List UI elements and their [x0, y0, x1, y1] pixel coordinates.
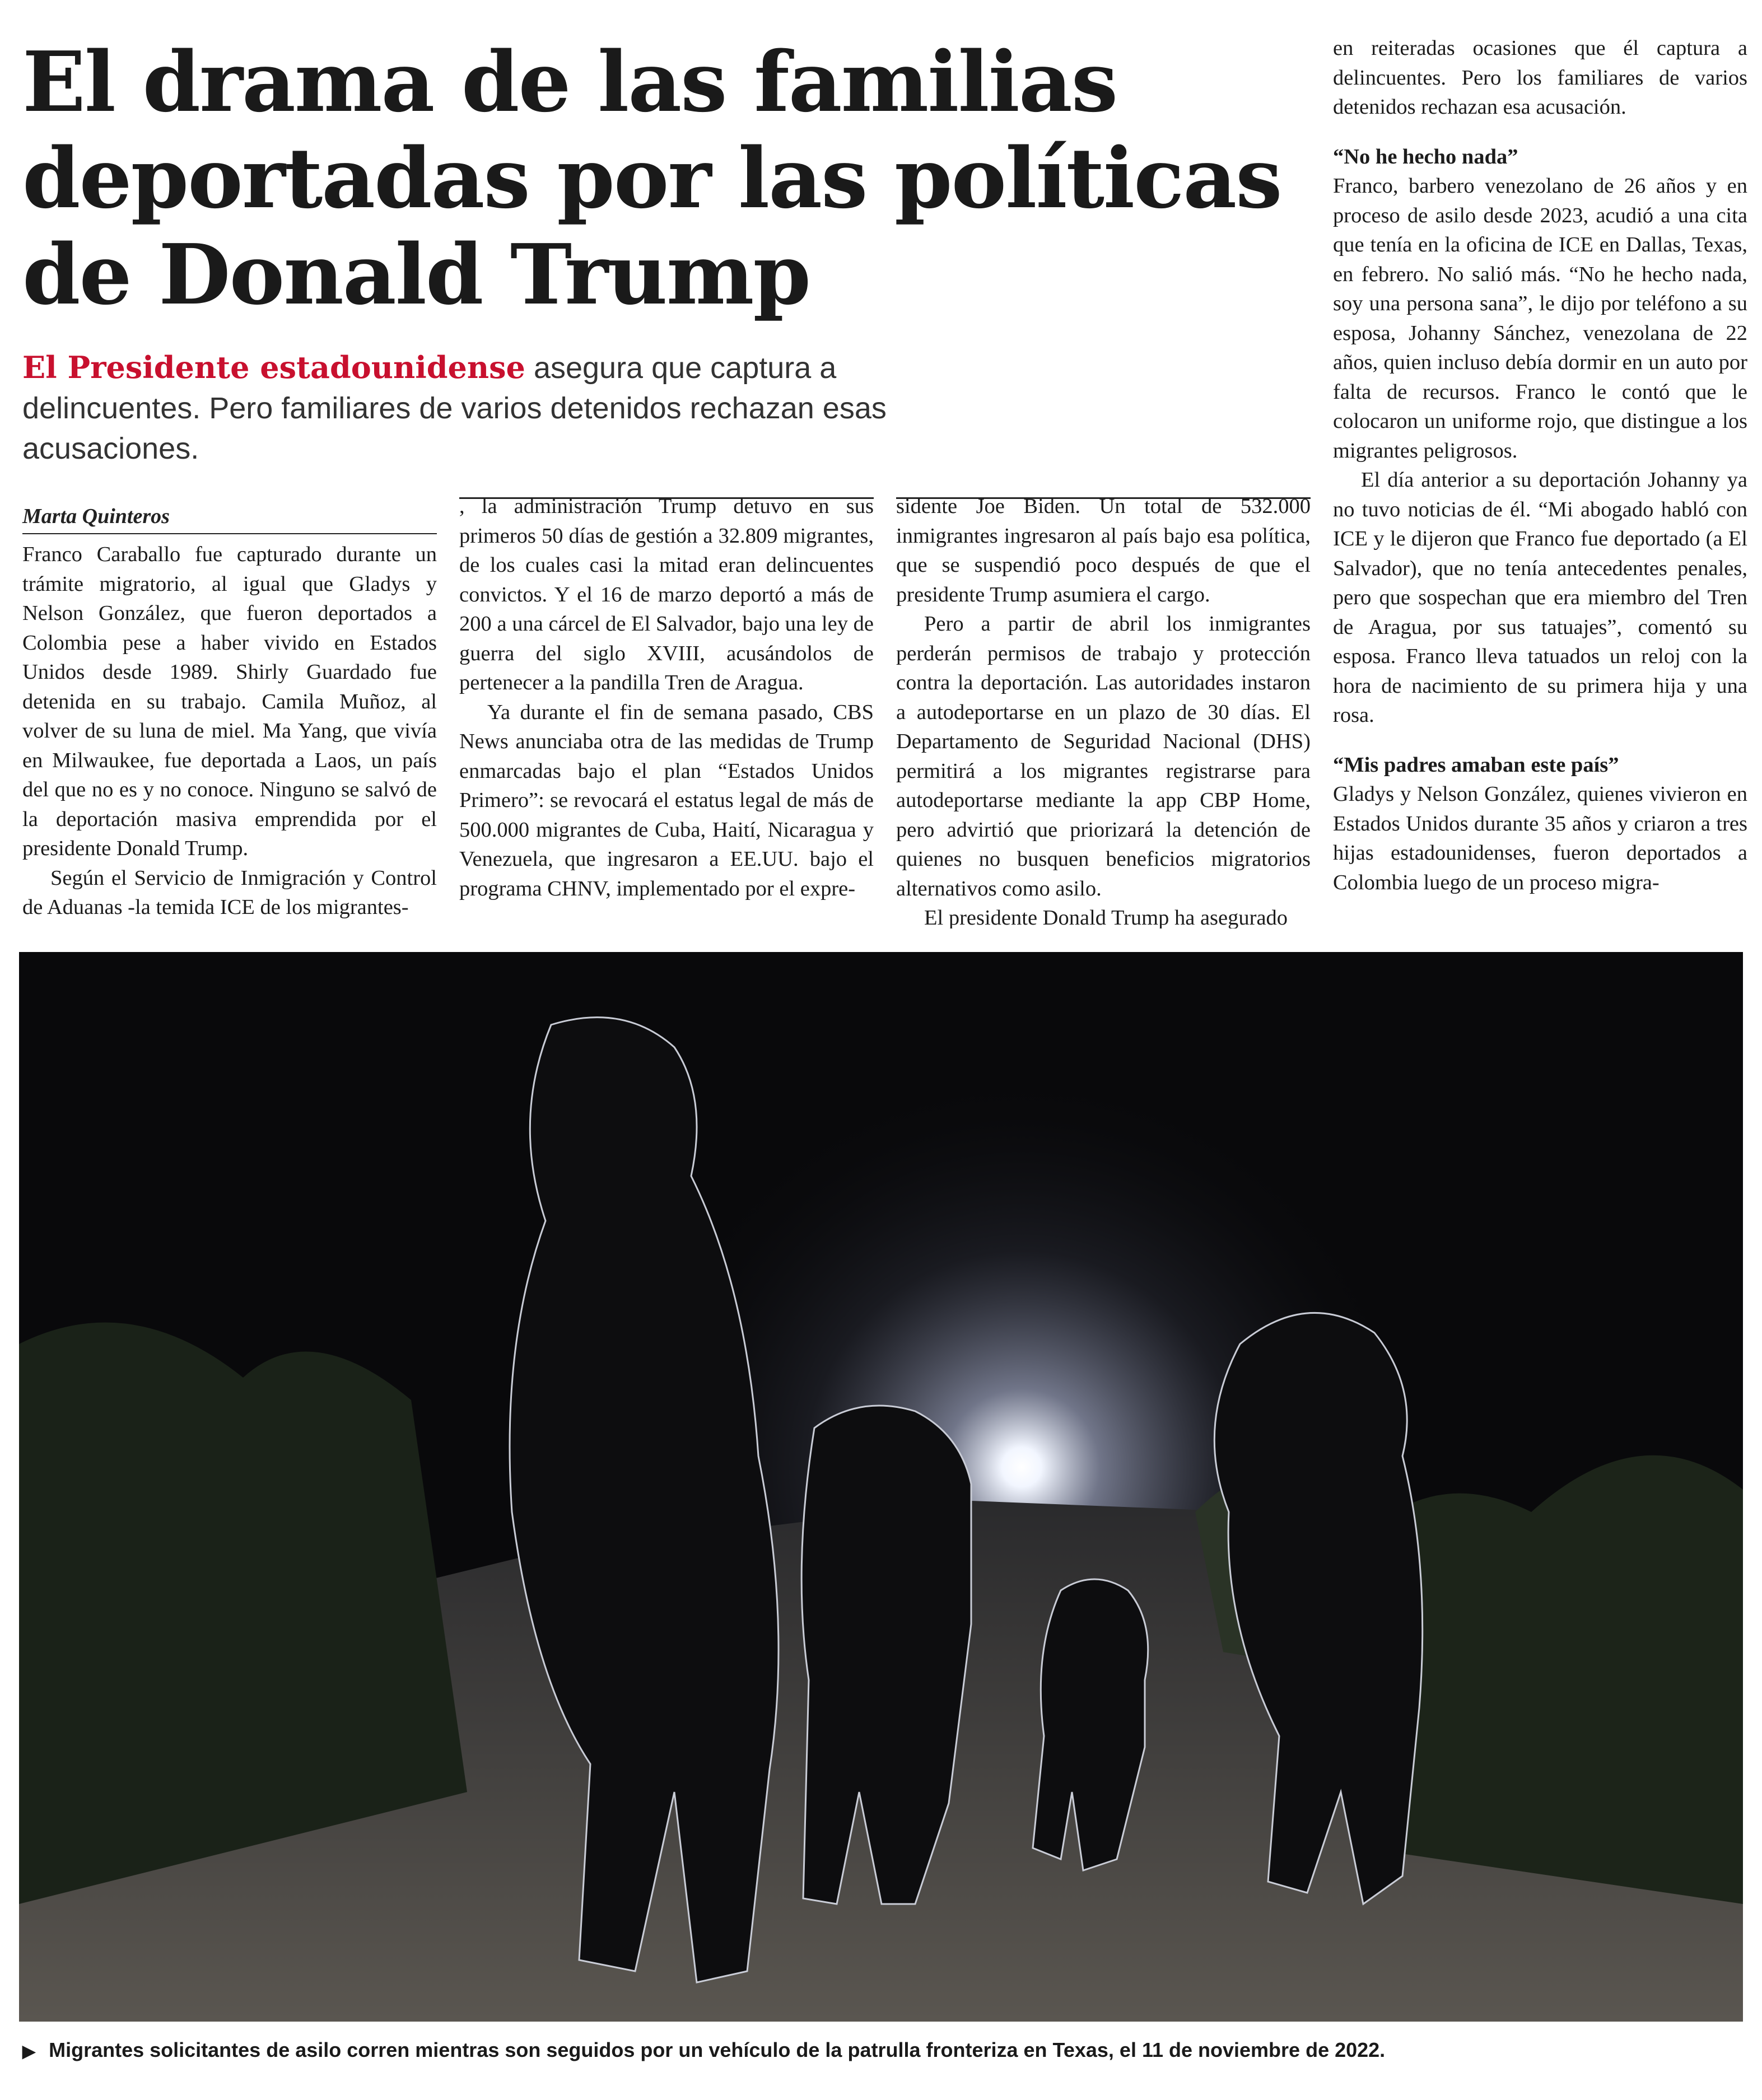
body-paragraph: Gladys y Nelson González, quienes vivieron en Estados Unidos durante 35 años y criaron a tres hijas estadounidenses, fueron deportados a Colombia luego de un proceso migra- — [1333, 782, 1747, 894]
body-paragraph: Franco Caraballo fue capturado durante un trámite migratorio, al igual que Gladys y Nelson González, que fueron deportados a Colombia pese a haber vivido en Estados Unidos desde 1989. Shirly Guardado fue detenida en su trabajo. Camila Muñoz, al volver de su luna de miel. Ma Yang, que vivía en Milwaukee, fue deportada a Laos, un país del que no es y no conoce. Ninguno se salvó de la deportación masiva emprendida por el presidente Donald Trump. — [22, 543, 437, 860]
deck-highlight: El Presidente estadounidense — [22, 349, 525, 385]
column-4 — [1333, 34, 1747, 930]
body-paragraph: en reiteradas ocasiones que él captura a delincuentes. Pero los familiares de varios detenidos rechazan esa acusación. — [1333, 36, 1747, 119]
night-migrants-illustration — [19, 952, 1743, 2022]
body-paragraph: El día anterior a su deportación Johanny ya no tuvo noticias de él. “Mi abogado habló con ICE y le dijeron que Franco fue deportado (a El Salvador), que no tenía antecedentes penales, pero que sospechan que era miembro del Tren de Aragua, por sus tatuajes”, comentó su esposa. Franco lleva tatuados un reloj con la hora de nacimiento de su primera hija y una rosa. — [1333, 468, 1747, 727]
deck-text: asegura que captura a delincuentes. Pero familiares de varios detenidos rechazan esas acusaciones. — [22, 351, 887, 465]
body-paragraph: El presidente Donald Trump ha asegurado — [924, 906, 1288, 928]
body-paragraph: Según el Servicio de Inmigración y Control de Aduanas -la temida ICE de los migrantes- — [22, 866, 437, 919]
headline: El drama de las familias deportadas por las políticas de Donald Trump — [22, 33, 1281, 323]
body-paragraph: Pero a partir de abril los inmigrantes perderán permisos de trabajo y protección contra la deportación. Las autoridades instaron a autodeportarse en un plazo de 30 días. El Departamento de Seguridad Nacional (DHS) permitirá a los migrantes registrarse para autodeportarse mediante la app CBP Home, pero advirtió que priorizará la detención de quienes no busquen beneficios migratorios alternativos como asilo. — [896, 612, 1311, 900]
photo-caption — [22, 2038, 1736, 2062]
subheading: “Mis padres amaban este país” — [1333, 753, 1619, 777]
body-paragraph: , la administración Trump detuvo en sus primeros 50 días de gestión a 32.809 migrantes, de los cuales casi la mitad eran delincuentes convictos. Y el 16 de marzo deportó a más de 200 a una cárcel de El Salvador, bajo una ley de guerra del siglo XVIII, acusándolos de pertenecer a la pandilla Tren de Aragua. — [459, 494, 874, 694]
caption-marker-icon: ▶ — [22, 2042, 36, 2061]
body-paragraph: Ya durante el fin de semana pasado, CBS News anunciaba otra de las medidas de Trump enmarcadas bajo el plan “Estados Unidos Primero”: se revocará el estatus legal de más de 500.000 migrantes de Cuba, Haití, Nicaragua y Venezuela, que ingresaron a EE.UU. bajo el programa CHNV, implementado por el expre- — [459, 700, 874, 900]
deck — [22, 347, 947, 469]
column-1 — [22, 540, 437, 965]
article-photo — [19, 952, 1743, 2022]
subheading: “No he hecho nada” — [1333, 144, 1518, 169]
column-2 — [459, 492, 874, 928]
body-paragraph: sidente Joe Biden. Un total de 532.000 inmigrantes ingresaron al país bajo esa política, que se suspendió poco después de que el presidente Trump asumiera el cargo. — [896, 494, 1311, 606]
body-paragraph: Franco, barbero venezolano de 26 años y en proceso de asilo desde 2023, acudió a una cita que tenía en la oficina de ICE en Dallas, Texas, en febrero. No salió más. “No he hecho nada, soy una persona sana”, le dijo por teléfono a su esposa, Johanny Sánchez, venezolana de 22 años, quien incluso debía dormir en un auto por falta de recursos. Franco le contó que le colocaron un uniforme rojo, que distingue a los migrantes peligrosos. — [1333, 174, 1747, 463]
byline: Marta Quinteros — [22, 502, 437, 534]
caption-text: Migrantes solicitantes de asilo corren mientras son seguidos por un vehículo de la patrulla fronteriza en Texas, el 11 de noviembre de 2022. — [49, 2038, 1386, 2061]
column-3 — [896, 492, 1311, 928]
